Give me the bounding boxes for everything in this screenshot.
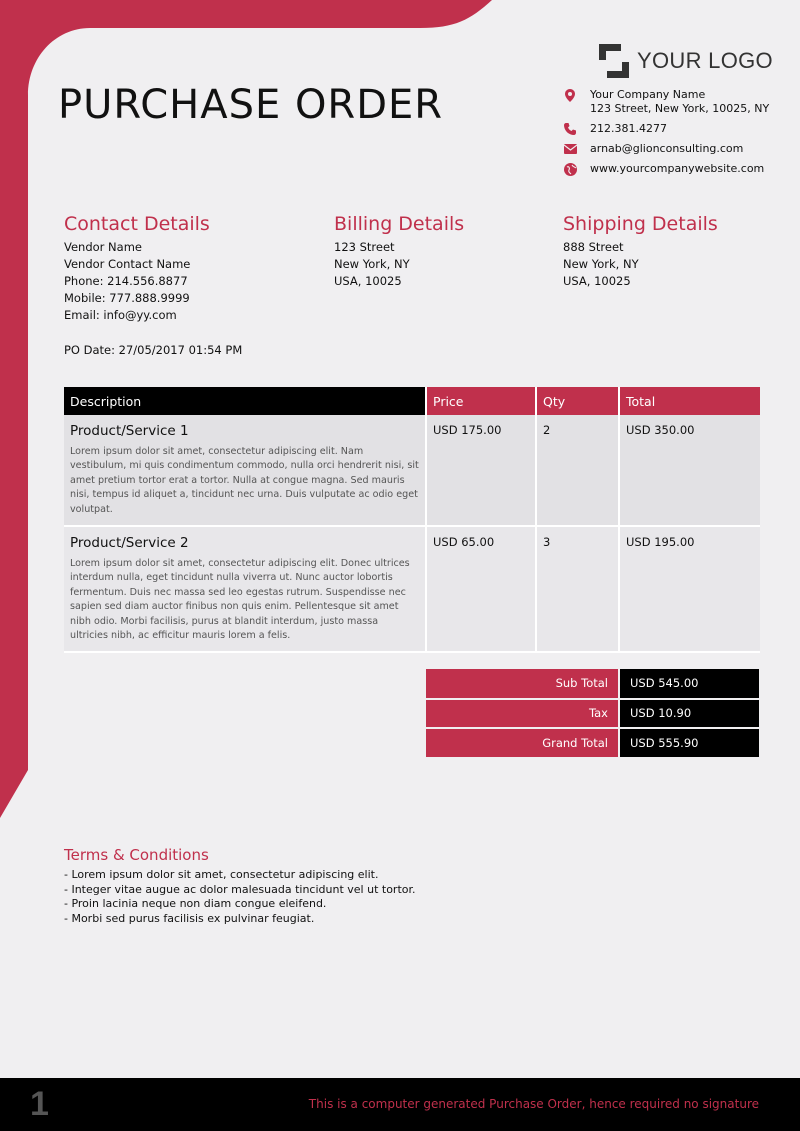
vendor-email: Email: info@yy.com xyxy=(64,308,177,322)
price-cell: USD 175.00 xyxy=(426,415,536,526)
terms-section xyxy=(64,846,416,926)
logo-mark-icon xyxy=(597,42,631,80)
grand-total-value: USD 555.90 xyxy=(619,728,759,758)
total-cell: USD 195.00 xyxy=(619,526,760,652)
billing-details xyxy=(334,213,465,290)
subtotal-value: USD 545.00 xyxy=(619,669,759,699)
header-price: Price xyxy=(426,387,536,415)
total-cell: USD 350.00 xyxy=(619,415,760,526)
billing-line: USA, 10025 xyxy=(334,274,402,288)
contact-details xyxy=(64,213,210,324)
page-title: PURCHASE ORDER xyxy=(58,82,444,128)
footer-note: This is a computer generated Purchase Order, hence required no signature xyxy=(308,1097,759,1111)
billing-line: 123 Street xyxy=(334,240,395,254)
terms-heading: Terms & Conditions xyxy=(64,846,209,864)
company-name: Your Company Name xyxy=(590,88,706,101)
header-description: Description xyxy=(64,387,426,415)
terms-item: - Proin lacinia neque non diam congue eleifend. xyxy=(64,897,327,910)
company-address: 123 Street, New York, 10025, NY xyxy=(590,102,770,115)
logo-text: YOUR LOGO xyxy=(637,48,773,73)
qty-cell: 3 xyxy=(536,526,619,652)
item-description: Lorem ipsum dolor sit amet, consectetur adipiscing elit. Donec ultrices interdum nulla, eget tincidunt nulla viverra ut. Nunc auctor lobortis fermentum. Duis nec massa sed leo egestas rutrum. Suspendisse nec sapien sed diam auctor finibus non quis enim. Pellentesque sit amet nibh odio. Morbi facilisis, purus at blandit interdum, justo massa ultricies nibh, ac efficitur mauris lorem a felis. xyxy=(70,558,410,642)
header-qty: Qty xyxy=(536,387,619,415)
terms-list xyxy=(64,868,416,926)
tax-label: Tax xyxy=(426,699,619,729)
terms-item: - Morbi sed purus facilisis ex pulvinar feugiat. xyxy=(64,911,315,925)
header-total: Total xyxy=(619,387,760,415)
subtotal-label: Sub Total xyxy=(426,669,619,699)
company-logo xyxy=(597,42,773,80)
shipping-line: USA, 10025 xyxy=(563,274,631,288)
tax-row xyxy=(426,699,759,729)
item-name: Product/Service 1 xyxy=(70,423,189,439)
company-email[interactable]: arnab@glionconsulting.com xyxy=(590,142,744,155)
location-pin-icon xyxy=(562,88,578,102)
billing-line: New York, NY xyxy=(334,257,410,271)
grand-total-row xyxy=(426,728,759,758)
terms-item: - Lorem ipsum dolor sit amet, consectetur adipiscing elit. xyxy=(64,868,379,881)
item-description: Lorem ipsum dolor sit amet, consectetur adipiscing elit. Nam vestibulum, mi quis condimentum commodo, nulla orci hendrerit nisi, sit amet pretium tortor erat a tortor. Nulla at congue magna. Sed mauris nisi, tempus id aliquet a, tincidunt nec urna. Duis vulputate ac odio eget volutpat. xyxy=(70,446,419,515)
po-date: PO Date: 27/05/2017 01:54 PM xyxy=(64,343,243,357)
qty-cell: 2 xyxy=(536,415,619,526)
envelope-icon xyxy=(562,142,578,156)
vendor-phone: Phone: 214.556.8877 xyxy=(64,274,188,288)
billing-heading: Billing Details xyxy=(334,213,465,235)
company-info xyxy=(562,88,769,182)
shipping-line: 888 Street xyxy=(563,240,624,254)
globe-icon xyxy=(562,162,578,176)
table-row xyxy=(64,526,760,652)
terms-item: - Integer vitae augue ac dolor malesuada tincidunt vel ut tortor. xyxy=(64,882,416,896)
vendor-name: Vendor Name xyxy=(64,240,142,254)
tax-value: USD 10.90 xyxy=(619,699,759,729)
vendor-mobile: Mobile: 777.888.9999 xyxy=(64,291,190,305)
shipping-line: New York, NY xyxy=(563,257,639,271)
page-number: 1 xyxy=(30,1085,49,1123)
subtotal-row xyxy=(426,669,759,699)
shipping-heading: Shipping Details xyxy=(563,213,718,235)
description-cell xyxy=(64,415,426,526)
grand-total-label: Grand Total xyxy=(426,728,619,758)
contact-heading: Contact Details xyxy=(64,213,210,235)
totals-table xyxy=(426,669,759,759)
table-row xyxy=(64,415,760,526)
item-name: Product/Service 2 xyxy=(70,535,189,552)
description-cell xyxy=(64,526,426,652)
table-header-row xyxy=(64,387,760,415)
price-cell: USD 65.00 xyxy=(426,526,536,652)
items-table xyxy=(64,387,760,653)
shipping-details xyxy=(563,213,718,290)
phone-icon xyxy=(562,122,578,136)
company-phone: 212.381.4277 xyxy=(590,122,667,135)
company-website[interactable]: www.yourcompanywebsite.com xyxy=(590,162,765,175)
vendor-contact-name: Vendor Contact Name xyxy=(64,257,191,271)
